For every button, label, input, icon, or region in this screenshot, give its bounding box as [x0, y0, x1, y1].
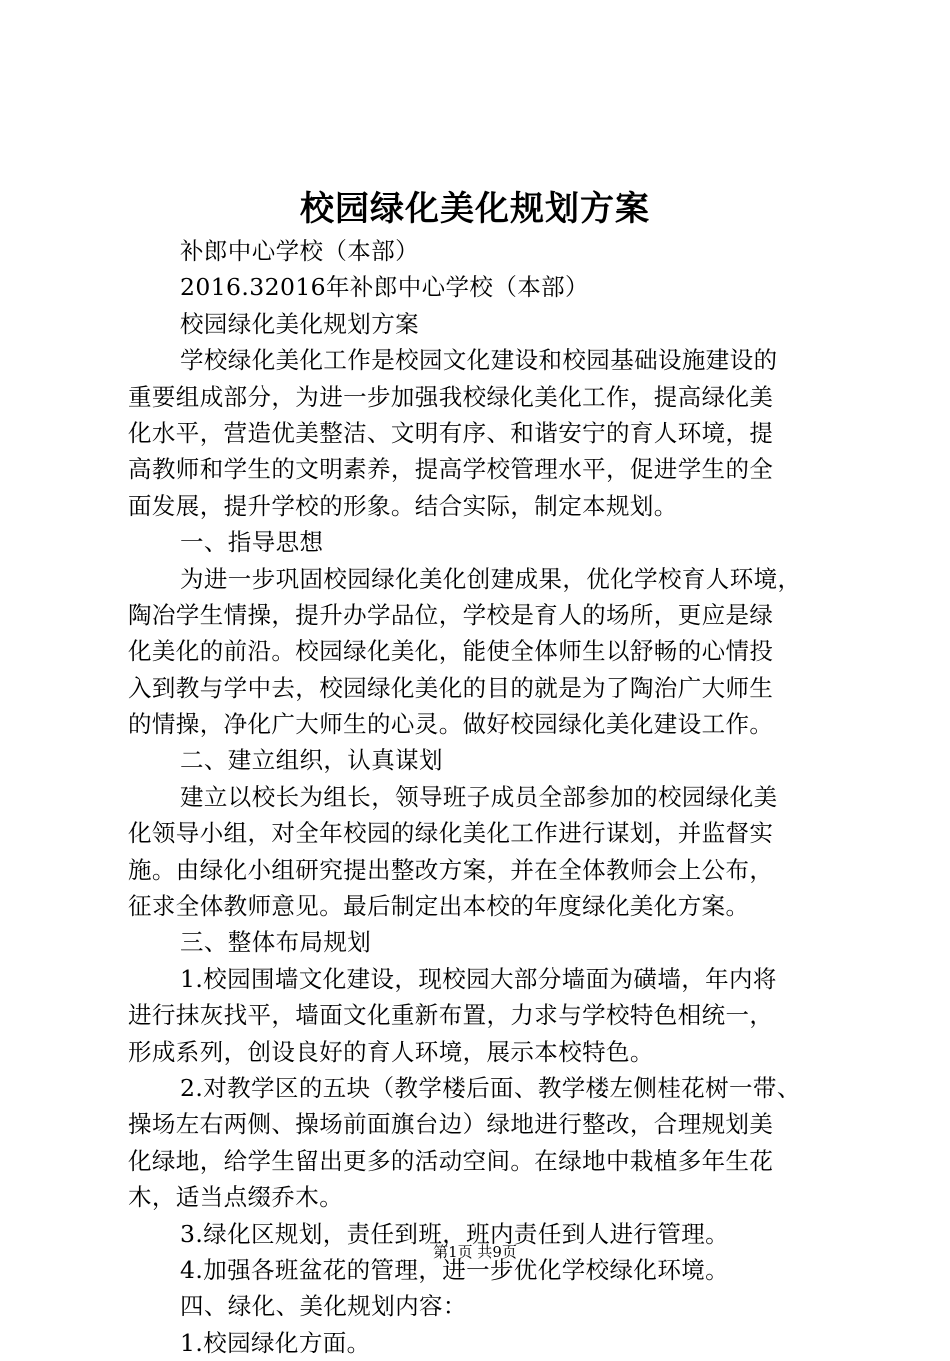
text-line: 化美化的前沿。校园绿化美化，能使全体师生以舒畅的心情投 [128, 637, 774, 666]
text-line: 学校绿化美化工作是校园文化建设和校园基础设施建设的 [180, 346, 778, 375]
text-line: 1.校园绿化方面。 [180, 1328, 371, 1357]
text-line: 化绿地，给学生留出更多的活动空间。在绿地中栽植多年生花 [128, 1146, 774, 1175]
text-line: 校园绿化美化规划方案 [180, 309, 419, 338]
text-line: 化领导小组，对全年校园的绿化美化工作进行谋划，并监督实 [128, 819, 774, 848]
text-line: 征求全体教师意见。最后制定出本校的年度绿化美化方案。 [128, 892, 750, 921]
text-line: 操场左右两侧、操场前面旗台边）绿地进行整改，合理规划美 [128, 1110, 774, 1139]
text-line: 进行抹灰找平，墙面文化重新布置，力求与学校特色相统一， [128, 1001, 774, 1030]
text-line: 补郎中心学校（本部） [180, 237, 419, 265]
text-line: 面发展，提升学校的形象。结合实际，制定本规划。 [128, 491, 678, 520]
text-line: 1.校园围墙文化建设，现校园大部分墙面为磺墙，年内将 [180, 964, 777, 993]
text-line: 重要组成部分，为进一步加强我校绿化美化工作，提高绿化美 [128, 382, 774, 411]
section-heading: 一、指导思想 [180, 528, 324, 557]
text-line: 的情操，净化广大师生的心灵。做好校园绿化美化建设工作。 [128, 710, 774, 739]
text-line: 2.对教学区的五块（教学楼后面、教学楼左侧桂花树一带、 [180, 1073, 801, 1102]
section-heading: 四、绿化、美化规划内容： [180, 1292, 467, 1321]
document-title: 校园绿化美化规划方案 [300, 189, 650, 229]
text-line: 2016.32016年补郎中心学校（本部） [180, 273, 589, 302]
section-heading: 三、整体布局规划 [180, 928, 372, 957]
text-line: 木，适当点缀乔木。 [128, 1183, 344, 1212]
text-line: 化水平，营造优美整洁、文明有序、和谐安宁的育人环境，提 [128, 418, 774, 447]
document-body [128, 233, 838, 1361]
section-heading: 二、建立组织，认真谋划 [180, 746, 443, 775]
text-line: 形成系列，创设良好的育人环境，展示本校特色。 [128, 1037, 654, 1066]
text-line: 施。由绿化小组研究提出整改方案，并在全体教师会上公布， [128, 855, 774, 884]
text-line: 4.加强各班盆花的管理，进一步优化学校绿化环境。 [180, 1255, 730, 1284]
text-line: 高教师和学生的文明素养，提高学校管理水平，促进学生的全 [128, 455, 774, 484]
page-number: 第1页 共9页 [433, 1243, 517, 1261]
text-line: 入到教与学中去，校园绿化美化的目的就是为了陶治广大师生 [128, 673, 774, 702]
text-line: 3.绿化区规划，责任到班，班内责任到人进行管理。 [180, 1219, 730, 1248]
text-line: 陶冶学生情操，提升办学品位，学校是育人的场所，更应是绿 [128, 600, 774, 629]
text-line: 建立以校长为组长，领导班子成员全部参加的校园绿化美 [180, 782, 778, 811]
text-line: 为进一步巩固校园绿化美化创建成果，优化学校育人环境， [180, 564, 802, 593]
